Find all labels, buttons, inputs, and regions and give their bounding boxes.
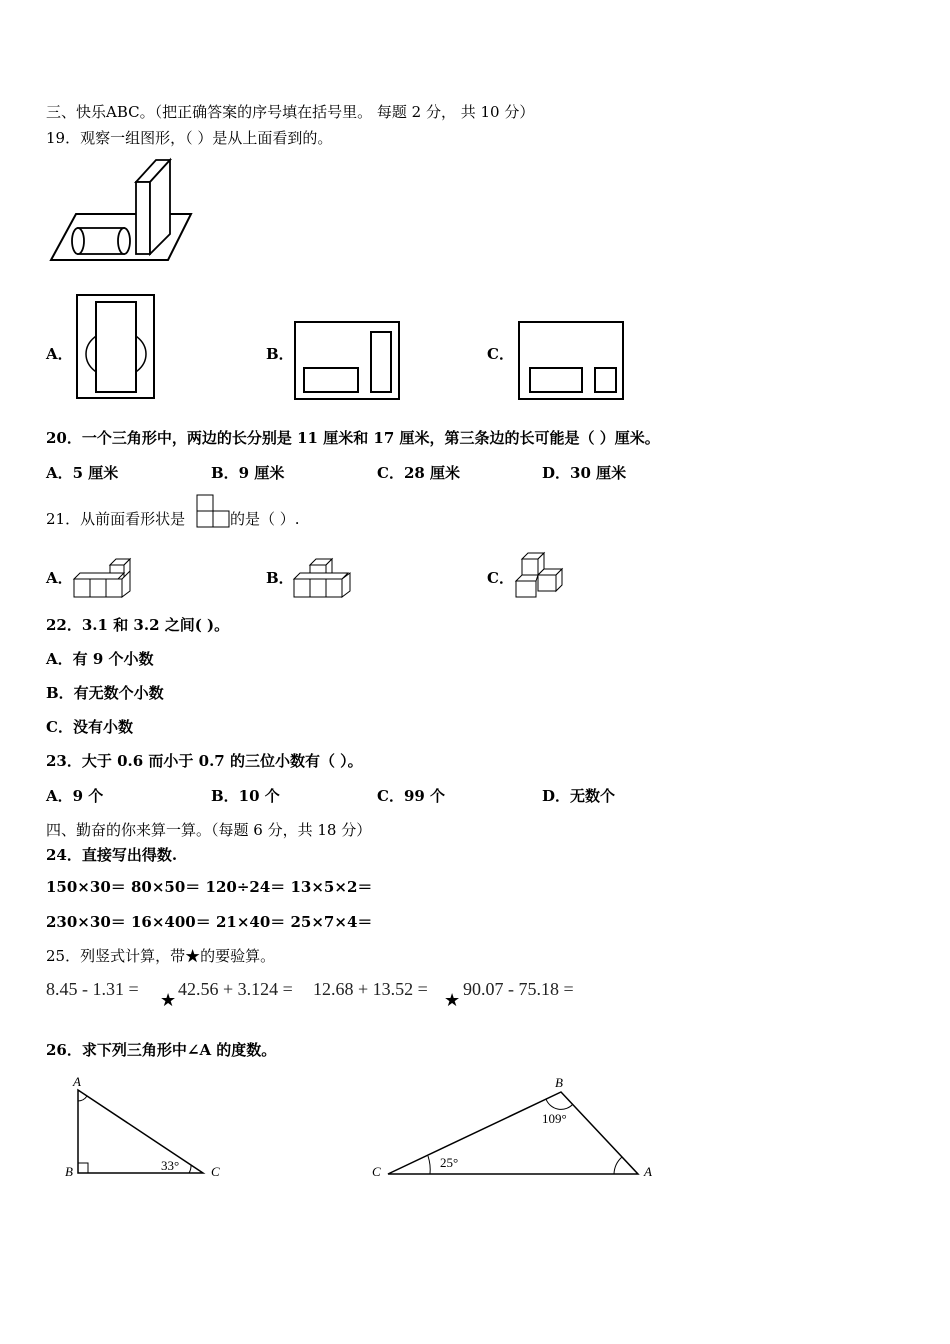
q19-3d-figure	[46, 154, 196, 264]
q21-option-a-label[interactable]: A．	[46, 569, 73, 587]
q24-row-2: 230×30＝ 16×400＝ 21×40＝ 25×7×4＝	[46, 913, 373, 931]
q25-star-2: ★	[444, 990, 461, 1011]
q20-option-c[interactable]: C．28 厘米	[377, 464, 461, 482]
tri2-angle-b: 109°	[542, 1111, 567, 1126]
q23-option-a[interactable]: A．9 个	[46, 787, 104, 805]
q25-stem: 25．列竖式计算，带★的要验算。	[46, 947, 276, 965]
q21-front-view-figure	[196, 494, 230, 528]
q23-stem: 23．大于 0.6 而小于 0.7 的三位小数有（ ）。	[46, 752, 363, 770]
q19-option-c-figure	[518, 321, 626, 401]
q25-item-1: 8.45 - 1.31 =	[46, 979, 139, 999]
q22-option-c[interactable]: C．没有小数	[46, 718, 133, 736]
q26-triangle-1	[60, 1072, 230, 1182]
q21-option-a-figure	[74, 557, 134, 601]
q22-option-a[interactable]: A．有 9 个小数	[46, 650, 154, 668]
q19-option-a-label[interactable]: A．	[46, 345, 73, 363]
q21-stem-before: 21．从前面看形状是	[46, 510, 186, 528]
q21-option-b-label[interactable]: B．	[266, 569, 294, 587]
section-3-heading: 三、快乐ABC。（把正确答案的序号填在括号里。 每题 2 分， 共 10 分）	[46, 103, 535, 121]
tri1-label-c: C	[211, 1164, 220, 1179]
q19-option-b-label[interactable]: B．	[266, 345, 294, 363]
q19-stem: 19．观察一组图形，（ ）是从上面看到的。	[46, 129, 333, 147]
q24-stem: 24．直接写出得数.	[46, 846, 178, 864]
q19-option-c-label[interactable]: C．	[487, 345, 514, 363]
tri1-label-b: B	[65, 1164, 73, 1179]
q22-option-b[interactable]: B．有无数个小数	[46, 684, 164, 702]
q25-item-3: 12.68 + 13.52 =	[313, 979, 428, 999]
tri2-label-c: C	[372, 1164, 381, 1179]
q19-option-b-figure	[294, 321, 402, 401]
tri1-angle-c: 33°	[161, 1158, 180, 1173]
q20-option-b[interactable]: B．9 厘米	[211, 464, 285, 482]
q21-stem-after: 的是（ ）.	[230, 510, 300, 528]
q19-option-a-figure	[76, 294, 156, 400]
q21-option-c-figure	[514, 551, 566, 601]
q24-row-1: 150×30＝ 80×50＝ 120÷24＝ 13×5×2＝	[46, 878, 373, 896]
q21-option-b-figure	[294, 557, 354, 601]
tri1-label-a: A	[73, 1074, 81, 1089]
q23-option-c[interactable]: C．99 个	[377, 787, 446, 805]
q25-item-4: 90.07 - 75.18 =	[463, 979, 574, 999]
tri2-label-a: A	[644, 1164, 652, 1179]
q26-triangle-2	[368, 1072, 668, 1182]
q26-stem: 26．求下列三角形中∠A 的度数。	[46, 1041, 277, 1059]
q23-option-b[interactable]: B．10 个	[211, 787, 280, 805]
q23-option-d[interactable]: D．无数个	[542, 787, 616, 805]
tri2-angle-c: 25°	[440, 1155, 459, 1170]
q20-option-a[interactable]: A．5 厘米	[46, 464, 119, 482]
q21-option-c-label[interactable]: C．	[487, 569, 514, 587]
q20-option-d[interactable]: D．30 厘米	[542, 464, 627, 482]
tri2-label-b: B	[555, 1075, 563, 1090]
q22-stem: 22．3.1 和 3.2 之间( )。	[46, 616, 230, 634]
q25-star-1: ★	[160, 990, 177, 1011]
q20-stem: 20．一个三角形中，两边的长分别是 11 厘米和 17 厘米，第三条边的长可能是（ ）厘米。	[46, 429, 660, 447]
q25-item-2: 42.56 + 3.124 =	[178, 979, 293, 999]
section-4-heading: 四、勤奋的你来算一算。（每题 6 分，共 18 分）	[46, 821, 372, 839]
